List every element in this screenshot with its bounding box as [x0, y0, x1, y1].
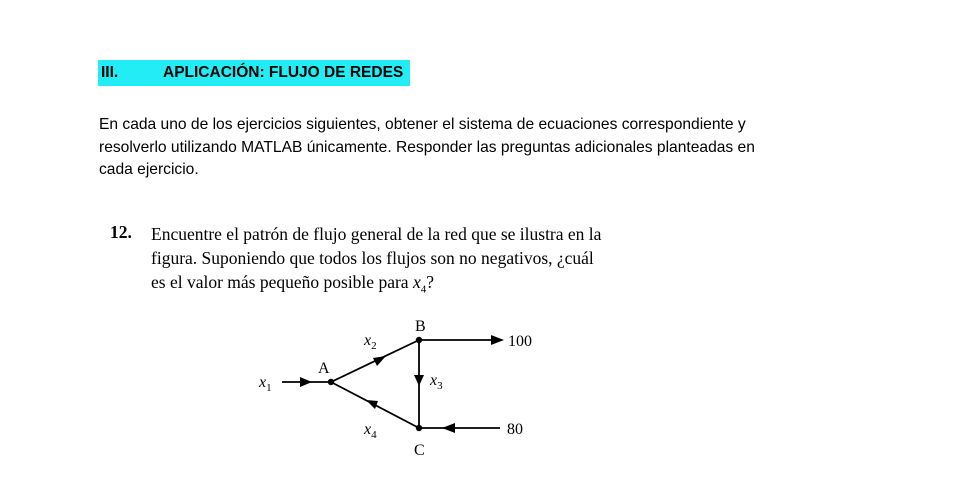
instructions-line: En cada uno de los ejercicios siguientes, obtener el sistema de ecuaciones correspondiente y: [99, 116, 746, 133]
exercise-question-mark: ?: [426, 272, 434, 292]
section-number: III.: [101, 64, 119, 81]
arrow-x2: [373, 356, 386, 366]
exercise-line: figura. Suponiendo que todos los flujos son no negativos, ¿cuál: [151, 248, 594, 268]
arrow-in-80: [442, 423, 455, 433]
arrow-x4: [366, 400, 378, 409]
exercise-variable-sub: 4: [420, 283, 427, 296]
flow-x3-label: $x_3$: [430, 372, 443, 392]
node-a-label: A: [318, 360, 330, 377]
arrow-x3: [414, 375, 424, 386]
flow-x1-label: $x_1$: [259, 374, 272, 394]
node-b: [416, 337, 422, 343]
exercise-line: Encuentre el patrón de flujo general de la red que se ilustra en la: [151, 224, 602, 244]
arrow-out-100: [491, 335, 504, 345]
instructions-line: cada ejercicio.: [99, 161, 199, 178]
node-c-label: C: [414, 442, 425, 459]
exercise-variable: x: [412, 272, 421, 292]
exercise-number: 12.: [110, 222, 132, 242]
flow-x2-label: $x_2$: [364, 332, 377, 352]
flow-x4-label: $x_4$: [364, 421, 377, 441]
section-title: APLICACIÓN: FLUJO DE REDES: [163, 64, 404, 81]
node-b-label: B: [415, 318, 426, 335]
node-c: [416, 425, 422, 431]
arrow-x1: [300, 377, 312, 387]
node-a: [328, 379, 334, 385]
instructions-line: resolverlo utilizando MATLAB únicamente. Responder las preguntas adicionales planteadas en: [99, 138, 755, 156]
exercise-line-text: es el valor más pequeño posible para: [151, 272, 413, 292]
flow-out-100-label: 100: [508, 333, 532, 350]
flow-in-80-label: 80: [507, 421, 523, 438]
